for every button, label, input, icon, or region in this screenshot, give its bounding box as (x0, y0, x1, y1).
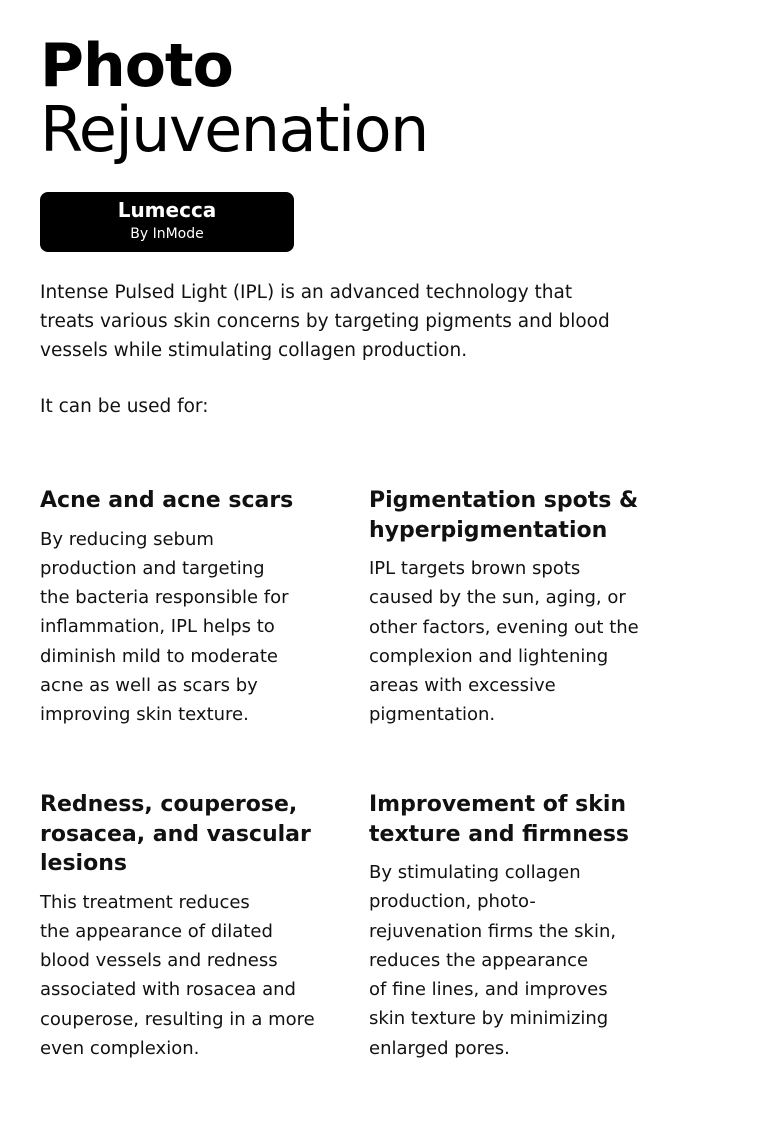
card-title-line: Pigmentation spots & (369, 488, 639, 513)
card-body-line: blood vessels and redness (40, 950, 278, 972)
card-title-line: lesions (40, 851, 127, 876)
card-body-line: By reducing sebum (40, 528, 214, 550)
card-title-line: texture and firmness (369, 821, 630, 847)
card-body-line: other factors, evening out the (369, 616, 639, 638)
card-body-line: This treatment reduces (40, 891, 250, 913)
card-body-line: reduces the appearance (369, 949, 589, 971)
card-body-line: couperose, resulting in a more (40, 1008, 315, 1030)
card-body-line: areas with excessive (369, 675, 556, 697)
card-body-line: even complexion. (40, 1037, 200, 1059)
card-body-line: the appearance of dilated (40, 920, 273, 942)
card-body-line: rejuvenation firms the skin, (369, 920, 617, 942)
intro-paragraph (40, 278, 660, 365)
benefit-card-redness (40, 790, 340, 1063)
used-for-label: It can be used for: (40, 396, 209, 417)
card-body (369, 858, 669, 1063)
card-body-line: caused by the sun, aging, or (369, 587, 626, 609)
card-body-line: enlarged pores. (369, 1037, 510, 1059)
card-title (369, 790, 669, 849)
card-body-line: diminish mild to moderate (40, 645, 278, 667)
brand-subtitle: By InMode (130, 226, 204, 242)
card-body-line: the bacteria responsible for (40, 587, 289, 609)
card-body-line: By stimulating collagen (369, 862, 581, 883)
brand-name: Lumecca (117, 198, 217, 222)
card-body-line: pigmentation. (369, 704, 496, 726)
card-body-line: acne as well as scars by (40, 674, 258, 696)
card-body-line: IPL targets brown spots (369, 558, 581, 579)
card-title (40, 486, 340, 516)
card-body-line: associated with rosacea and (40, 979, 296, 1001)
benefit-card-acne (40, 486, 340, 730)
intro-line: treats various skin concerns by targeting pigments and blood (40, 311, 610, 332)
card-body (369, 554, 669, 730)
card-body-line: production, photo- (369, 891, 536, 913)
benefit-card-texture (369, 790, 669, 1063)
intro-line: Intense Pulsed Light (IPL) is an advanced technology that (40, 282, 573, 303)
intro-line: vessels while stimulating collagen production. (40, 340, 468, 361)
card-body (40, 888, 340, 1064)
card-title-line: rosacea, and vascular (40, 821, 311, 847)
card-body-line: of fine lines, and improves (369, 979, 608, 1001)
page-title-primary: Photo (40, 31, 233, 101)
card-title (369, 486, 669, 545)
card-title (40, 790, 340, 879)
card-title-line: Acne and acne scars (40, 488, 294, 513)
card-title-line: Improvement of skin (369, 792, 627, 817)
benefit-card-pigmentation (369, 486, 669, 730)
card-body (40, 525, 340, 730)
card-body-line: improving skin texture. (40, 704, 249, 726)
card-body-line: inflammation, IPL helps to (40, 616, 275, 638)
card-body-line: skin texture by minimizing (369, 1008, 609, 1030)
card-title-line: hyperpigmentation (369, 517, 608, 543)
brand-badge (40, 192, 294, 252)
card-body-line: complexion and lightening (369, 645, 609, 667)
card-title-line: Redness, couperose, (40, 792, 298, 817)
card-body-line: production and targeting (40, 557, 265, 579)
page-title-secondary: Rejuvenation (40, 93, 428, 166)
